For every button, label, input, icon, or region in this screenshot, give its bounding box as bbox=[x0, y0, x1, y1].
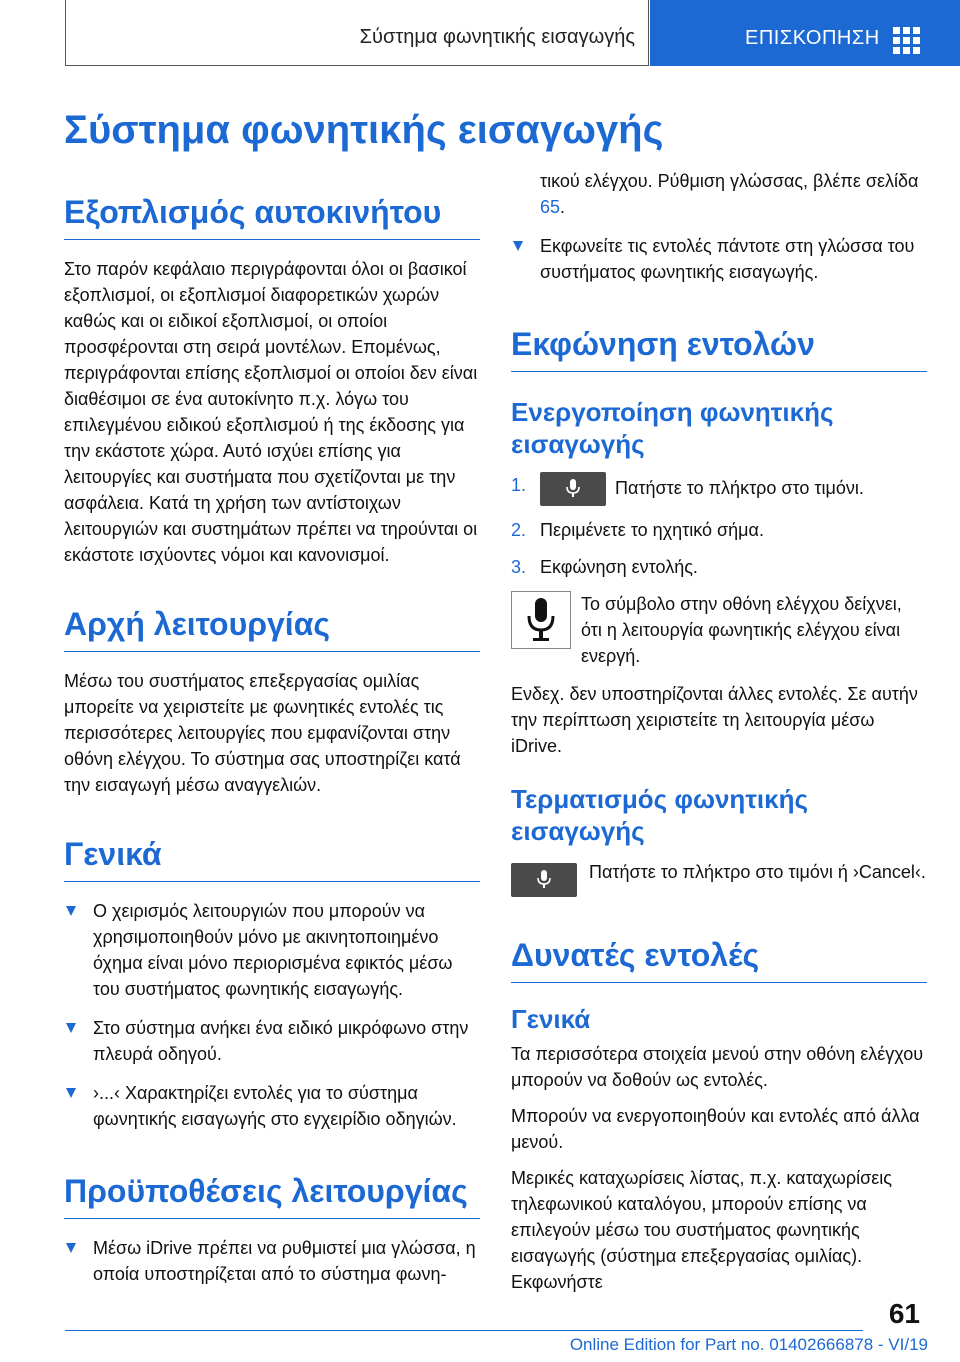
bullet-triangle-icon bbox=[66, 906, 76, 916]
heading-possible-commands: Δυνατές εντολές bbox=[511, 909, 927, 983]
steering-voice-button bbox=[540, 472, 606, 506]
list-item: Στο σύστημα ανήκει ένα ειδικό μικρόφωνο στην πλευρά οδηγού. bbox=[64, 1015, 480, 1067]
principle-text: Μέσω του συστήματος επεξεργασίας ομιλίας μπορείτε να χειριστείτε με φωνητικές εντολές τις περισσότερες λειτουργίες που εμφανίζονται στην οθόνη ελέγχου. Το σύστημα σας υποστηρίζει κατά την εισαγωγή μέσω αναγγελιών. bbox=[64, 671, 461, 795]
chapter-title: Σύστημα φωνητικής εισαγωγής bbox=[359, 26, 635, 48]
microphone-icon bbox=[565, 479, 581, 499]
symbol-note: Το σύμβολο στην οθόνη ελέγχου δείχνει, ότι η λειτουργία φωνητικής ελέγχου είναι ενεργή. bbox=[511, 591, 927, 669]
steering-voice-button bbox=[511, 863, 577, 897]
list-item: Μέσω iDrive πρέπει να ρυθμιστεί μια γλώσσα, η οποία υποστηρίζεται από το σύστημα φωνη- bbox=[64, 1235, 480, 1287]
bullet-triangle-icon bbox=[513, 241, 523, 251]
bullet-triangle-icon bbox=[66, 1088, 76, 1098]
footer-divider bbox=[65, 1330, 863, 1331]
equipment-text: Στο παρόν κεφάλαιο περιγράφονται όλοι οι βασικοί εξοπλισμοί, οι εξοπλισμοί διαφορετικών χωρών καθώς και οι ειδικοί εξοπλισμοί, οι οποίοι προσφέρονται στη σειρά μοντέλων. Επομένως, περιγράφονται επίσης εξοπλισμοί οι οποίοι δεν είναι διαθέσιμοι σε ένα αυτοκίνητο π.χ. λόγω του επιλεγμένου ειδικού εξοπλισμού ή της έκδοσης για την εκάστοτε χώρα. Αυτό ισχύει επίσης για λειτουργίες και συστήματα που σχετίζονται με την ασφάλεια. Κατά τη χρήση των αντίστοιχων λειτουργιών και συστημάτων πρέπει να τηρούνται οι εκάστοτε ισχύοντες νόμοι και κανονισμοί. bbox=[64, 259, 478, 565]
heading-general-sub: Γενικά bbox=[511, 1004, 591, 1034]
step-item: 3. Εκφώνηση εντολής. bbox=[511, 557, 698, 577]
page-number: 61 bbox=[888, 1298, 920, 1329]
microphone-icon bbox=[536, 870, 552, 890]
footer-edition: Online Edition for Part no. 01402666878 - VI/19 bbox=[569, 1335, 928, 1354]
heading-principle: Αρχή λειτουργίας bbox=[64, 578, 480, 652]
screen-symbol bbox=[511, 591, 571, 649]
step-item: 2. Περιμένετε το ηχητικό σήμα. bbox=[511, 520, 764, 540]
heading-end: Τερματισμός φωνητικής εισαγωγής bbox=[511, 784, 809, 846]
possible-text-3: Μερικές καταχωρίσεις λίστας, π.χ. καταχωρίσεις τηλεφωνικού καταλόγου, μπορούν επίσης να επιλεγούν μέσω του συστήματος φωνητικής εισαγωγής (σύστημα επεξεργασίας ομιλίας). Εκφωνήστε bbox=[511, 1168, 892, 1292]
heading-general: Γενικά bbox=[64, 808, 480, 882]
heading-prerequisites: Προϋποθέσεις λειτουργίας bbox=[64, 1145, 480, 1219]
section-label: ΕΠΙΣΚΟΠΗΣΗ bbox=[745, 27, 880, 49]
left-column bbox=[64, 168, 480, 1300]
page-title: Σύστημα φωνητικής εισαγωγής bbox=[64, 108, 664, 152]
bullet-triangle-icon bbox=[66, 1243, 76, 1253]
bullet-triangle-icon bbox=[66, 1023, 76, 1033]
grid-icon[interactable] bbox=[893, 27, 921, 55]
page-link[interactable]: 65 bbox=[540, 197, 561, 217]
heading-activate: Ενεργοποίηση φωνητικής εισαγωγής bbox=[511, 397, 834, 459]
heading-commands: Εκφώνηση εντολών bbox=[511, 298, 927, 372]
end-instruction: Πατήστε το πλήκτρο στο τιμόνι ή ›Cancel‹. bbox=[511, 859, 927, 897]
list-item: ›...‹ Χαρακτηρίζει εντολές για το σύστημα φωνητικής εισαγωγής στο εγχειρίδιο οδηγιών. bbox=[64, 1080, 480, 1132]
microphone-icon bbox=[526, 598, 556, 642]
heading-equipment: Εξοπλισμός αυτοκινήτου bbox=[64, 168, 480, 240]
possible-text-2: Μπορούν να ενεργοποιηθούν και εντολές από άλλα μενού. bbox=[511, 1106, 920, 1152]
right-column bbox=[511, 168, 927, 1305]
unsupported-note: Ενδεχ. δεν υποστηρίζονται άλλες εντολές. Σε αυτήν την περίπτωση χειριστείτε τη λειτουργία μέσω iDrive. bbox=[511, 684, 918, 756]
list-item: Εκφωνείτε τις εντολές πάντοτε στη γλώσσα του συστήματος φωνητικής εισαγωγής. bbox=[511, 233, 927, 285]
step-item: 1. Πατήστε το πλήκτρο στο τιμόνι. bbox=[511, 472, 927, 506]
list-item-continuation: τικού ελέγχου. Ρύθμιση γλώσσας, βλέπε σελίδα 65. bbox=[540, 171, 919, 217]
chapter-tab bbox=[65, 0, 649, 66]
possible-text-1: Τα περισσότερα στοιχεία μενού στην οθόνη ελέγχου μπορούν να δοθούν ως εντολές. bbox=[511, 1044, 924, 1090]
list-item: Ο χειρισμός λειτουργιών που μπορούν να χρησιμοποιηθούν μόνο με ακινητοποιημένο όχημα είναι μόνο περιορισμένα εφικτός μέσω του συστήματος φωνητικής εισαγωγής. bbox=[64, 898, 480, 1002]
